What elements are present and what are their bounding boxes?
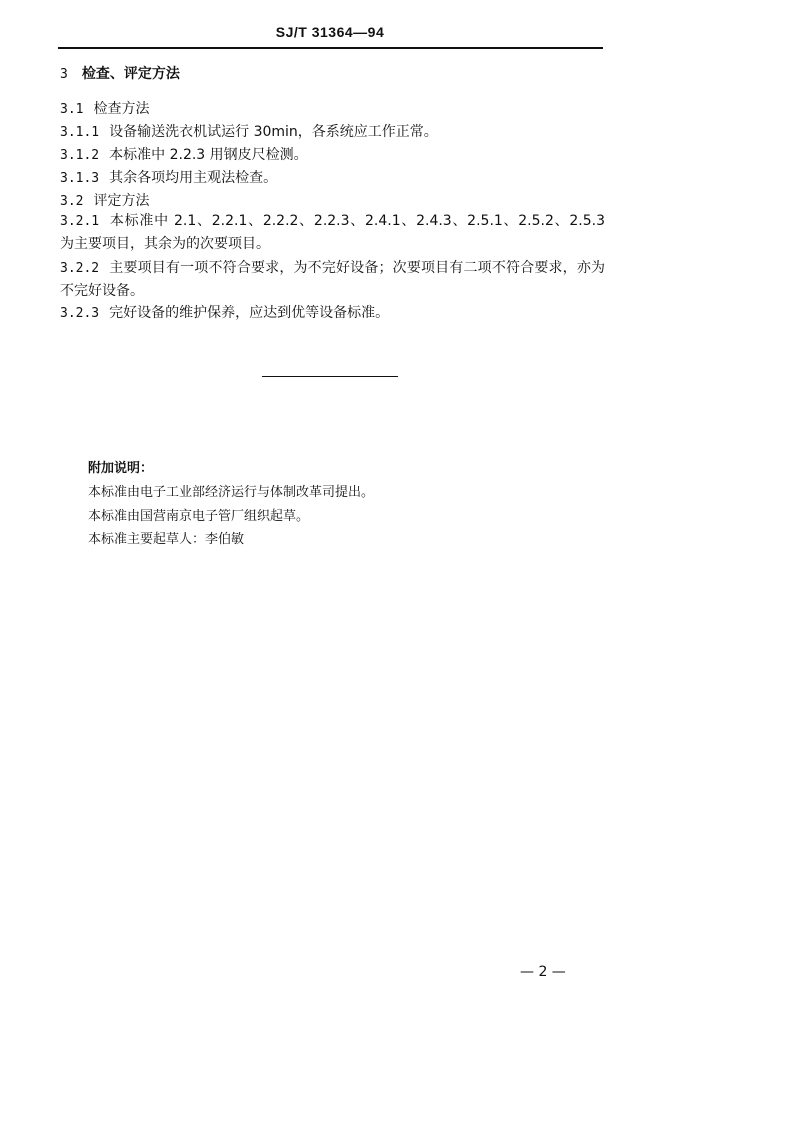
clause-number: 3.1.1 [60,125,100,140]
note-line-1: 本标准由电子工业部经济运行与体制改革司提出。 [88,485,375,500]
clause-text: 设备输送洗衣机试运行 30min，各系统应工作正常。 [109,124,438,140]
clause-3-1-3 [60,170,277,187]
end-of-text-rule [262,376,398,377]
clause-3-2 [60,193,149,210]
clause-text: 本标准中 2.2.3 用钢皮尺检测。 [109,147,308,163]
clause-text: 其余各项均用主观法检查。 [109,170,278,186]
clause-3-1 [60,101,149,118]
clause-text: 检查方法 [93,101,150,117]
clause-text: 主要项目有一项不符合要求，为不完好设备；次要项目有二项不符合要求，亦为不完好设备。 [60,260,605,299]
clause-number: 3.1 [60,102,84,117]
clause-text: 完好设备的维护保养，应达到优等设备标准。 [109,305,390,321]
page-number: — 2 — [520,964,566,980]
clause-number: 3.1.3 [60,171,100,186]
note-line-3: 本标准主要起草人：李伯敏 [88,532,245,547]
header-rule [58,47,603,49]
notes-title: 附加说明： [88,461,154,476]
note-line-2: 本标准由国营南京电子管厂组织起草。 [88,509,310,524]
clause-3-1-1 [60,124,438,141]
section-number: 3 [60,67,68,82]
clause-number: 3.2.3 [60,306,100,321]
clause-number: 3.2.2 [60,261,100,276]
clause-3-2-1 [60,210,605,256]
standard-code: SJ/T 31364—94 [275,24,385,40]
section-title: 检查、评定方法 [81,66,180,82]
clause-text: 评定方法 [93,193,150,209]
clause-3-2-3 [60,305,389,322]
clause-number: 3.2 [60,194,84,209]
clause-3-2-2 [60,257,605,303]
section-heading [60,66,180,83]
clause-number: 3.1.2 [60,148,100,163]
clause-text: 本标准中 2.1、2.2.1、2.2.2、2.2.3、2.4.1、2.4.3、2.5.1、2.5.2、2.5.3 为主要项目，其余为的次要项目。 [60,213,605,252]
clause-number: 3.2.1 [60,214,100,229]
clause-3-1-2 [60,147,308,164]
